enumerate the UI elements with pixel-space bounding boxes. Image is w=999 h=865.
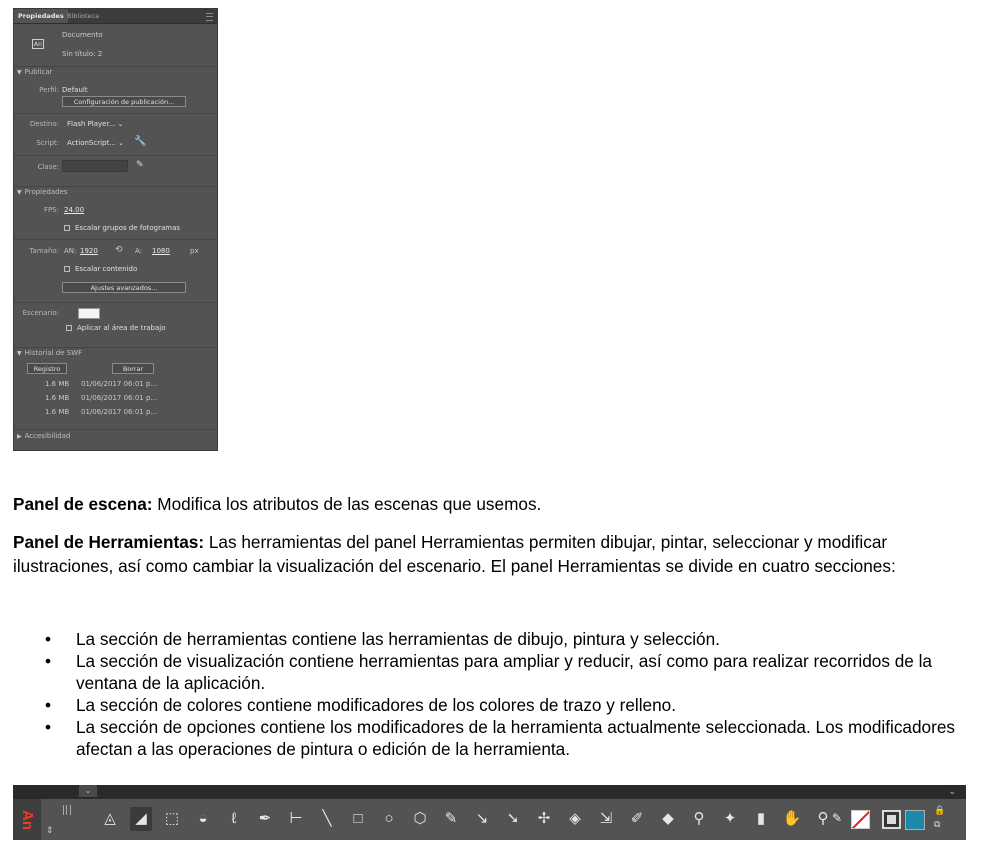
section-swf-history-label: Historial de SWF [24, 349, 83, 357]
log-button[interactable]: Registro [27, 363, 67, 374]
hand-tool-icon[interactable]: ✋ [782, 810, 802, 827]
polystar-tool-icon[interactable]: ⬡ [413, 810, 427, 827]
document-icon: An [32, 39, 44, 49]
scene-panel-description: Modifica los atributos de las escenas que usemos. [152, 494, 542, 514]
scale-content-label: Escalar contenido [75, 265, 138, 273]
brush-tool-icon[interactable]: ➘ [506, 810, 520, 827]
list-item-text: La sección de herramientas contiene las herramientas de dibujo, pintura y selección. [76, 629, 720, 649]
profile-label: Perfil: [39, 86, 59, 94]
animate-logo: An [13, 799, 41, 840]
oval-tool-icon[interactable]: ○ [384, 810, 394, 827]
eyedropper-tool-icon[interactable]: ✐ [630, 810, 644, 827]
divider [14, 113, 218, 114]
lock-icon[interactable]: 🔒 [934, 805, 946, 815]
swap-colors-icon[interactable]: ⧉ [934, 819, 941, 829]
width-tool-icon[interactable]: ⚲ [693, 810, 705, 827]
selection-tool-icon[interactable]: ◢ [130, 807, 152, 831]
fill-color-swatch[interactable] [905, 810, 925, 830]
target-dropdown[interactable] [67, 120, 124, 128]
link-dimensions-icon[interactable]: ⟲ [115, 245, 123, 255]
list-item [45, 628, 965, 650]
class-label: Clase: [37, 163, 59, 171]
expand-triangle-icon: ▶ [17, 433, 22, 440]
stage-color-swatch[interactable] [78, 308, 100, 319]
divider [14, 155, 218, 156]
apply-workarea-checkbox[interactable] [66, 325, 72, 331]
panel-tab-bar [14, 9, 217, 24]
document-label: Documento [62, 31, 103, 39]
chevron-down-icon: ⌄ [118, 139, 125, 147]
chevron-down-icon[interactable]: ⌄ [79, 785, 97, 797]
collapse-chevron-icon[interactable]: ⌄ [948, 786, 956, 796]
unit-label: px [190, 247, 199, 255]
stage-label: Escenario: [22, 309, 59, 317]
tools-panel-description: Las herramientas del panel Herramientas permiten dibujar, pintar, seleccionar y modificar ilustraciones, así como cambiar la visualización del escenario. El panel Herramientas se divide en cuatro secciones: [13, 532, 896, 576]
pin-tool-icon[interactable]: ✦ [723, 810, 737, 827]
target-dropdown-value: Flash Player... [67, 120, 116, 128]
publish-settings-button[interactable]: Configuración de publicación... [62, 96, 186, 107]
zoom-tool-icon[interactable]: ⚲ [817, 810, 829, 827]
list-item-text: La sección de colores contiene modificadores de los colores de trazo y relleno. [76, 695, 676, 715]
paint-brush-tool-icon[interactable]: ↘ [475, 810, 489, 827]
subselection-tool-icon[interactable]: ◬ [104, 810, 116, 827]
apply-workarea-label: Aplicar al área de trabajo [77, 324, 166, 332]
profile-value: Default [62, 86, 88, 94]
list-item-text: La sección de opciones contiene los modificadores de la herramienta actualmente seleccionada. Los modificadores afectan a las operaciones de pintura o edición de la herramienta. [76, 717, 955, 759]
clear-button[interactable]: Borrar [112, 363, 154, 374]
expand-icon[interactable]: ⇕ [46, 825, 54, 835]
width-label: AN: [64, 247, 77, 255]
section-properties[interactable] [14, 186, 218, 199]
tools-panel-term: Panel de Herramientas: [13, 532, 205, 552]
grip-handle-icon[interactable] [63, 805, 71, 815]
stroke-swatch[interactable] [882, 810, 901, 829]
collapse-triangle-icon: ▼ [17, 350, 22, 357]
bullet-icon: • [45, 629, 52, 649]
lasso-tool-icon[interactable]: ℓ [231, 810, 237, 827]
bucket-fill-tool-icon[interactable]: ▮ [756, 810, 766, 827]
target-label: Destino: [29, 120, 59, 128]
bullet-icon: • [45, 695, 52, 715]
tools-panel-paragraph [13, 530, 973, 578]
tools-row [13, 799, 966, 840]
history-date: 01/06/2017 06:01 p... [81, 380, 158, 388]
scene-panel-term: Panel de escena: [13, 494, 153, 514]
section-accessibility[interactable] [14, 430, 218, 443]
script-label: Script: [36, 139, 59, 147]
wrench-icon[interactable]: 🔧 [134, 136, 147, 147]
tools-panel-header [13, 785, 966, 799]
panel-menu-icon[interactable] [206, 13, 213, 21]
bullet-icon: • [45, 717, 52, 737]
line-tool-icon[interactable]: ╲ [322, 810, 332, 827]
section-publish[interactable] [14, 66, 218, 79]
3d-rotation-tool-icon[interactable]: ◒ [198, 810, 208, 827]
sections-list [45, 628, 965, 760]
scale-frames-checkbox[interactable] [64, 225, 70, 231]
tab-library[interactable]: Biblioteca [67, 12, 100, 20]
list-item-text: La sección de visualización contiene herramientas para ampliar y reducir, así como para realizar recorridos de la ventana de la aplicación. [76, 651, 932, 693]
history-size: 1.6 MB [45, 394, 70, 402]
tab-properties[interactable]: Propiedades [14, 9, 68, 23]
height-value[interactable]: 1080 [152, 247, 170, 255]
history-date: 01/06/2017 06:01 p... [81, 394, 158, 402]
divider [14, 302, 218, 303]
paint-bucket-tool-icon[interactable]: ◈ [569, 810, 581, 827]
bullet-icon: • [45, 651, 52, 671]
pencil-edit-icon[interactable]: ✎ [136, 160, 144, 170]
collapse-triangle-icon: ▼ [17, 189, 22, 196]
list-item [45, 716, 965, 760]
bone-tool-icon[interactable]: ✢ [537, 810, 551, 827]
history-size: 1.6 MB [45, 380, 70, 388]
section-swf-history[interactable] [14, 347, 218, 360]
class-input[interactable] [62, 160, 128, 172]
height-label: A: [135, 247, 143, 255]
fps-label: FPS: [43, 206, 59, 214]
ink-bottle-tool-icon[interactable]: ⇲ [599, 810, 613, 827]
scale-content-checkbox[interactable] [64, 266, 70, 272]
script-dropdown-value: ActionScript... [67, 139, 116, 147]
list-item [45, 650, 965, 694]
free-transform-tool-icon[interactable]: ⬚ [164, 810, 180, 827]
eraser-tool-icon[interactable]: ◆ [662, 810, 674, 827]
pencil-tool-icon[interactable]: ✎ [444, 810, 458, 827]
size-label: Tamaño: [29, 247, 59, 255]
history-size: 1.6 MB [45, 408, 70, 416]
pen-tool-icon[interactable]: ✒ [258, 810, 272, 827]
scale-frames-label: Escalar grupos de fotogramas [75, 224, 181, 232]
scene-panel-paragraph [13, 492, 973, 516]
no-color-swatch[interactable] [851, 810, 870, 829]
section-accessibility-label: Accesibilidad [24, 432, 71, 440]
stroke-color-icon[interactable]: ✎ [832, 811, 843, 825]
section-properties-label: Propiedades [24, 188, 68, 196]
history-date: 01/06/2017 06:01 p... [81, 408, 158, 416]
chevron-down-icon: ⌄ [117, 120, 124, 128]
divider [14, 239, 218, 240]
properties-panel [13, 8, 218, 451]
fps-value[interactable]: 24.00 [64, 206, 85, 214]
collapse-triangle-icon: ▼ [17, 69, 22, 76]
tools-panel [13, 785, 966, 840]
list-item [45, 694, 965, 716]
width-value[interactable]: 1920 [80, 247, 98, 255]
document-name: Sin título: 2 [62, 50, 103, 58]
advanced-settings-button[interactable]: Ajustes avanzados... [62, 282, 186, 293]
rectangle-tool-icon[interactable]: □ [353, 810, 363, 827]
section-publish-label: Publicar [24, 68, 53, 76]
script-dropdown[interactable] [67, 139, 124, 147]
text-tool-icon[interactable]: ⊢ [289, 810, 303, 827]
